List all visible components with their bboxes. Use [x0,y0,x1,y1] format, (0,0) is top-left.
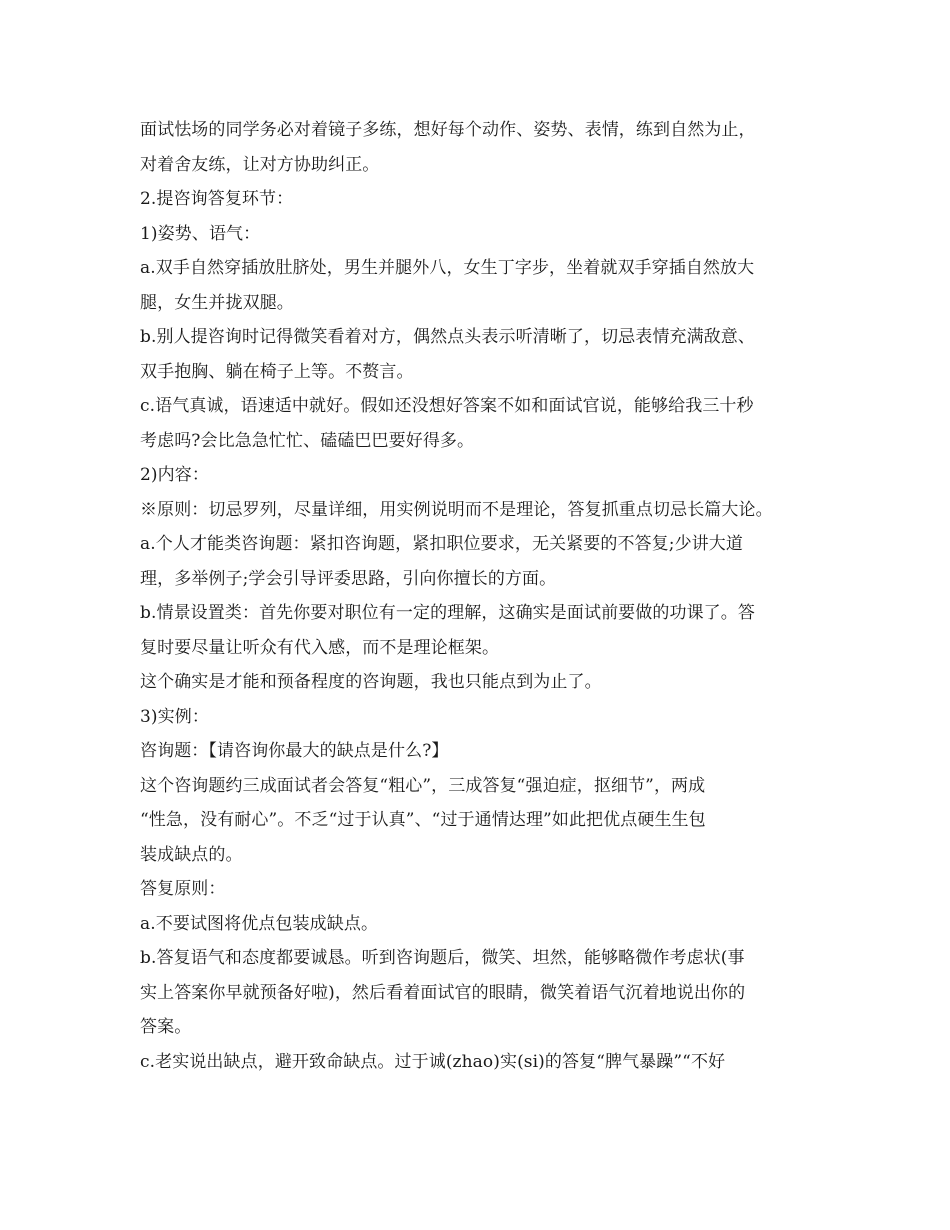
text-line: ※原则：切忌罗列，尽量详细，用实例说明而不是理论，答复抓重点切忌长篇大论。 [140,499,773,520]
subsection-heading: 3)实例： [140,706,209,727]
text-line: b.情景设置类：首先你要对职位有一定的理解，这确实是面试前要做的功课了。答 [140,603,755,623]
section-heading: 2.提咨询答复环节： [140,189,294,209]
subsection-heading: 2)内容： [140,465,209,485]
text-line: 答复原则： [140,879,226,899]
text-line: 腿，女生并拢双腿。 [140,292,294,313]
text-line: 咨询题：【请咨询你最大的缺点是什么?】 [140,741,449,761]
text-line: “性急，没有耐心”。不乏“过于认真”、“过于通情达理”如此把优点硬生生包 [140,810,706,830]
text-line: 复时要尽量让听众有代入感，而不是理论框架。 [140,637,500,658]
text-line: 这个咨询题约三成面试者会答复“粗心”，三成答复“强迫症，抠细节”，两成 [140,775,706,796]
text-line: 这个确实是才能和预备程度的咨询题，我也只能点到为止了。 [140,672,602,692]
text-line: 对着舍友练，让对方协助纠正。 [140,154,380,175]
document-body [140,113,830,1079]
text-line: 装成缺点的。 [140,844,243,865]
text-line: 考虑吗?会比急急忙忙、磕磕巴巴要好得多。 [140,430,475,451]
text-line: 答案。 [140,1017,192,1037]
text-line: c.语气真诚，语速适中就好。假如还没想好答案不如和面试官说，能够给我三十秒 [140,396,754,416]
text-line: a.不要试图将优点包装成缺点。 [140,913,379,934]
text-line: a.双手自然穿插放肚脐处，男生并腿外八，女生丁字步，坐着就双手穿插自然放大 [140,258,755,278]
text-line: 理，多举例子;学会引导评委思路，引向你擅长的方面。 [140,568,557,589]
text-line: b.别人提咨询时记得微笑看着对方，偶然点头表示听清晰了，切忌表情充满敌意、 [140,327,755,347]
subsection-heading: 1)姿势、语气： [140,223,261,244]
text-line: 实上答案你早就预备好啦)，然后看着面试官的眼睛，微笑着语气沉着地说出你的 [140,982,746,1003]
text-line: c.老实说出缺点，避开致命缺点。过于诚(zhao)实(si)的答复“脾气暴躁”“不好 [140,1051,726,1072]
text-line: a.个人才能类咨询题：紧扣咨询题，紧扣职位要求，无关紧要的不答复;少讲大道 [140,534,743,554]
text-line: 面试怯场的同学务必对着镜子多练，想好每个动作、姿势、表情，练到自然为止， [140,120,756,140]
text-line: 双手抱胸、躺在椅子上等。不赘言。 [140,361,414,382]
text-line: b.答复语气和态度都要诚恳。听到咨询题后，微笑、坦然，能够略微作考虑状(事 [140,948,745,968]
